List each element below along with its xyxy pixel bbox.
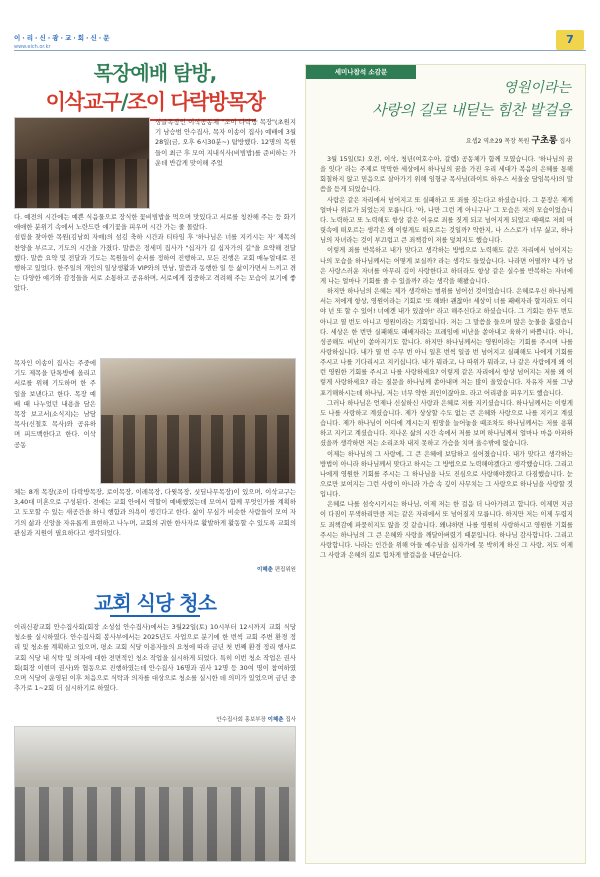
article2-byline: [170, 715, 296, 723]
article1-byline-role: 편집위원: [274, 567, 296, 573]
article2-byline-name: 이혜춘: [267, 717, 284, 723]
page-number-badge: 7: [556, 30, 584, 50]
article1-title-part-b: 조이 다락방목장: [127, 90, 265, 114]
article1-title-part-a: 이삭교구: [45, 90, 121, 114]
essay-paragraph: 그러나 하나님은 언제나 신실하신 사랑과 은혜로 저를 지키셨습니다. 하나님께서는 이렇게도 나를 사랑하고 계셨습니다. 제가 상상할 수도 없는 큰 은혜와 사랑으로 나를 지키고 계셨습니다. 제가 하나님이 어디에 계시는지 원망을 늘어놓을 때조차도 하나님께서는 저를 용휘하고 지키고 계셨습니다. 지나온 삶의 시간 속에서 저를 보며 하나님께서 얼마나 마음 아파하셨을까 생각하면 저는 소리조차 내지 못하고 가슴을 치며 울수밖에 없습니다.: [320, 399, 573, 448]
essay-paragraph: 3월 15일(토) 오전, 이삭, 청년(여호수아, 갈렙) 공동체가 함께 모였습니다. '하나님의 꿈을 잇다' 라는 주제로 막막한 세상에서 하나님의 꿈을 가진 우리 세대가 복음의 은혜를 통해 회칠하지 않고 믿음으로 살아가기 위해 임형규 목사님(라이트 하우스 서울숲 담임목사)의 말씀을 듣게 되었습니다.: [320, 156, 573, 194]
photo-people: [15, 787, 295, 861]
essay-paragraph: 은혜로 나를 섬숙시키시는 하나님, 이제 저는 한 걸음 더 나아가려고 합니다. 이제면 지금 이 다짐이 무색하리만큼 저는 같은 자리에서 또 넘어질지 모릅니다. 하지만 저는 이제 두렵지도 죄책감에 파묻히지도 않을 것 같습니다. 왜냐하면 나를 영원히 사랑하시고 영원한 기회를 주시는 하나님의 그 큰 은혜와 사랑을 깨달아버렸기 때문입니다. 하나님 감사합니다. 그리고 사랑합니다. 나라는 인간을 위해 아들 예수님을 십자가에 못 박히게 하신 그 사랑, 저도 이제 그 사랑과 은혜의 길로 힘차게 발걸음을 내딛습니다.: [320, 501, 573, 560]
website-url[interactable]: www.eich.or.kr: [14, 44, 51, 50]
article1-paragraph-2: 다. 예전의 시간에는 예쁜 식음물으로 장식한 꽃비빔밥을 먹으며 맛있다고 서로를 칭찬해 주는 등 화기애애한 분위기 속에서 노란드란 얘기꽃을 피우며 시간 가는 줄 몰랐다. 섬림을 찾아한 목원(김남희 자매)의 섬김 축하 시간과 티타임 후 '하나님은 너를 지키시는 자' 제목의 찬양을 부르고, 기도의 시간을 가졌다. 말씀은 정세미 집사가 "십자가 길 십자가의 길"을 요약해 전달했다. 말씀 요약 및 전달과 기도는 목원들이 순서를 정하여 진행하고, 모든 진행은 교회 매뉴얼대로 진행하고 있었다. 한주일의 개인의 일상생활과 VIP와의 만남, 말씀과 동행한 일 등 삶이가면서 느끼고 겪는 다양한 얘기와 감정들을 서로 소통하고 공유하며, 서로에게 집중하고 격려해 주는 모습이 보기에 좋았다.: [14, 213, 296, 293]
article2-title-underline: [110, 615, 200, 617]
page-header: [0, 0, 600, 50]
newspaper-brand: 이·리·신·광·교·회·신·문: [14, 34, 112, 42]
essay-paragraph: 이제는 하나님의 그 사랑에, 그 큰 은혜에 보답하고 싶어졌습니다. 내가 맞다고 생각하는 방법이 아니라 하나님께서 맞다고 하시는 그 방법으로 노력해야겠다고 생각했습니다. 그리고 나에게 영원한 기회를 주시는 그 하나님을 나도 진심으로 사랑해야겠다고 다짐했습니다. 눈으로만 보여지는 그런 사랑이 아니라 가슴 속 깊이 사무치는 그 사랑으로 하나님을 사랑할 것입니다.: [320, 450, 573, 499]
essay-paragraph: 이렇게 죄를 반복하고 내가 맞다고 생각하는 방법으로 노력해도 같은 자리에서 넘어지는 나의 모습을 하나님께서는 어떻게 보실까? 라는 생각도 들었습니다. 나라면 어떨까? 내가 남은 사랑스러운 자녀를 아무리 깊이 사랑한다고 하더라도 항상 같은 실수를 반복하는 자녀에게 나는 얼마나 기회를 줄 수 있을까? 라는 생각을 해봤습니다.: [320, 247, 573, 285]
article2-byline-org: 안수집사회 홍보부장: [216, 717, 266, 723]
article1-title-line1: 목장예배 탐방,: [93, 61, 217, 85]
article2-title: 교회 식당 청소: [94, 591, 216, 615]
article1-paragraph-4: 체는 8개 목장(조이 다락방목장, 로이목장, 이레목장, 다윗목장, 싯딤나무목장)이 있으며, 이삭교구는 3,40대 미혼으로 구성된다. 전에는 교회 안에서 역할이 예배했었는데 모여서 함께 무엇인가를 계획하고 도모할 수 있는 새공간을 하니 행함과 의욕이 생긴다고 한다. 삶이 무심가 비슷한 사람들이 모여 자기의 삶과 신앙을 자유롭게 표현하고 나누며, 교회의 귀한 한사자로 활발하게 활동할 수 있도록 교회의 관심과 지원이 필요하다고 생각되었다.: [14, 488, 296, 537]
article1-byline-name: 이혜춘: [257, 567, 273, 573]
essay-byline-name: 구초롱: [531, 136, 558, 146]
essay-box: [305, 64, 586, 864]
cell-group-dinner-photo: [14, 117, 150, 209]
article2-body: 이리신광교회 안수집사회(회장 소성섭 안수집사)에서는 3월22일(토) 10시부터 12시까지 교회 식당 청소를 실시하였다. 안수집사회 봉사부에서는 2025년도 사업으로 분기에 한 번씩 교회 주변 환경 정리 및 청소를 계획하고 있으며, 평소 교회 식당 이용자들의 요청에 따라 금년 첫 번째 환경 정리 행사로 교회 식당 내 식탁 및 의자에 대한 전면적인 청소 작업을 실시하게 되었다. 특히 이번 청소 작업은 권사회(회장 이현미 권사)와 협동으로 진행하였는데 안수집사 16명과 권사 12명 등 30여 명이 참여하였으며 식당이 운영된 이후 처음으로 식탁과 의자를 대상으로 청소를 실시한 데 의미가 있었으며 금년 중 추가로 1~2회 더 실시하기로 하였다.: [14, 623, 296, 693]
article1-paragraph-1: 싱글목장인 이삭공동체 "조이 다락방 목장"(초원지기 남승범 안수집사, 목자 이송이 집사) 예배에 3월 28일(금, 오후 6시30분~) 탐방했다. 12명의 목원들이 최근 후 모여 지내식사(비빔밥)를 준비하는 가운데 반갑게 맞이해 주었: [155, 118, 296, 167]
essay-title-line1: 영원이라는: [503, 80, 571, 96]
essay-byline: [466, 133, 571, 146]
photo-people: [15, 159, 149, 209]
cafeteria-cleaning-photo: [14, 726, 296, 862]
photo-people: [101, 415, 295, 483]
essay-title-line2: 사랑의 길로 내딛는 힘찬 발걸음: [372, 101, 571, 119]
essay-body: [320, 155, 573, 561]
cell-group-cake-photo: [100, 358, 296, 484]
essay-paragraph: 사람은 같은 자리에서 넘어지고 또 실패하고 또 죄를 짓는다고 하셨습니다. 그 문장은 제게 얼마나 위로가 되었는지 모릅니다. '아, 나만 그런 게 아니구나' 그 모습은 저의 모습이었습니다. 노력하고 또 노력해도 항상 같은 이유로 죄를 짓게 되고 넘어지게 되었고 때때로 저희 머릿속에 떠오르는 생각은 왜 이렇게도 떠오르는 것일까? 악한지, 나 스스로가 너무 싫고, 하나님의 자녀라는 것이 부끄럽고 큰 죄책감이 저를 덮쳐지도 했습니다.: [320, 196, 573, 245]
article1-title-slash: /: [120, 90, 127, 114]
header-rule: [14, 50, 586, 51]
article1-byline: [200, 565, 296, 573]
essay-byline-prefix: 요셉2 역초29 목장 목원: [465, 138, 530, 145]
essay-byline-role: 집사: [559, 138, 571, 145]
article1-paragraph-3: 목자인 이송이 집사는 주중에 기도 제목을 단톡방에 올리고 서로를 위해 기도하며 한 주일을 보낸다고 한다. 목장 예배 때 나누었던 내용을 담은 목장 보고서(소식지)는 남담목사(신철호 목사)와 공유하며 피드백한다고 한다. 이삭 공동: [14, 359, 96, 449]
article2-byline-role: 집사: [285, 717, 296, 723]
article1-title-line2: [14, 88, 296, 116]
essay-column-tag: 세미나참석 소감문: [306, 65, 416, 79]
essay-paragraph: 하지만 하나님의 은혜는 제가 생각하는 범위를 넘어선 것이었습니다. 은혜로우신 하나님께서는 저에게 항상, 영원이라는 기회로 '또 해봐! 괜찮아! 세상이 너를 패배자라 할지라도 이디야 넌 또 할 수 있어! 너에겐 내가 있잖아!' 라고 해주신다고 하셨습니다. 그 기회는 한두 번도 아니고 열 번도 아니고 영원이라는 기회입니다. 저는 그 말씀을 들으며 많은 눈물을 흘렸습니다. 세상은 한 번만 실패해도 패배자라는 프레임에 비난을 쏟아내고 육하기 바쁩니다. 아니, 성공해도 비난이 쏟아지기도 합니다. 하지만 하나님께서는 영원이라는 기회를 주시며 나를 사랑하십니다. 내가 열 번 수무 번 아니 일흔 번씩 일곱 번 넘어지고 실패해도 나에게 기회를 주시고 나를 기다리시고 지키십니다. 내가 뭐라고, 나 따위가 뭐라고, 나 같은 사람에게 왜 이런 영원한 기회를 주시고 나를 사랑하세요? 이렇게 같은 자리에서 항상 넘어지는 저를 왜 이렇게 사랑하세요? 라는 질문을 하나님께 쏟아내며 저는 많이 울었습니다. 자유자 저를 그냥 포기해하시는데 하나님, 저는 너무 약한 죄인이잖아요. 라고 어리광을 피우기도 했습니다.: [320, 288, 573, 397]
